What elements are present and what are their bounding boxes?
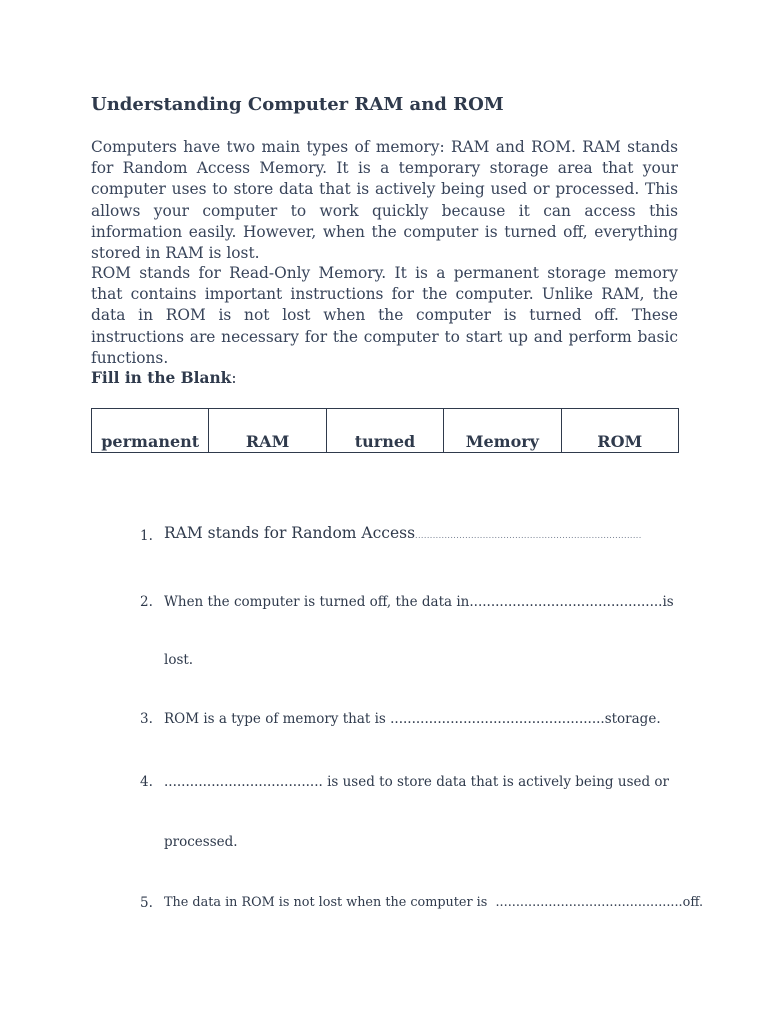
question-number: 5. (140, 895, 153, 911)
fill-label-colon: : (231, 369, 237, 387)
paragraph-ram: Computers have two main types of memory: RAM and ROM. RAM stands for Random Access Memory. It is a temporary storage area that your computer uses to store data that is actively being used or processed. This allows your computer to work quickly because it can access this information easily. However, when the computer is turned off, everything stored in RAM is lost. (91, 138, 678, 263)
answer-blank[interactable]: ............................................. (469, 594, 663, 610)
question-suffix: is used to store data that is actively being used or (322, 774, 669, 790)
question-text (164, 711, 661, 727)
question-prompt: ROM is a type of memory that is (164, 711, 391, 727)
question-suffix: is (662, 594, 674, 610)
word-bank-row (92, 409, 679, 453)
word-bank-cell: turned (326, 409, 443, 453)
question-number: 2. (140, 594, 153, 610)
question-prompt: The data in ROM is not lost when the computer is (164, 895, 496, 910)
question-suffix: off. (682, 895, 704, 910)
question-text (164, 524, 642, 542)
answer-blank[interactable]: ............................................................................. (415, 531, 642, 540)
question-text (164, 774, 669, 790)
answer-blank[interactable]: .................................................. (390, 711, 605, 727)
question-continuation: processed. (164, 834, 238, 850)
fill-in-the-blank-heading (91, 369, 237, 387)
word-bank-table (91, 408, 679, 453)
answer-blank[interactable]: ..................................... (164, 774, 323, 790)
word-bank-cell: Memory (444, 409, 561, 453)
question-continuation: lost. (164, 652, 194, 668)
paragraph-rom: ROM stands for Read-Only Memory. It is a permanent storage memory that contains important instructions for the computer. Unlike RAM, the data in ROM is not lost when the computer is turned off. These instructions are necessary for the computer to start up and perform basic functions. (91, 264, 678, 367)
question-number: 4. (140, 774, 153, 790)
question-prompt: When the computer is turned off, the data in (164, 594, 470, 610)
question-text (164, 594, 674, 610)
question-text (164, 895, 703, 910)
word-bank-cell: RAM (209, 409, 326, 453)
question-suffix: storage. (604, 711, 661, 727)
fill-label-text: Fill in the Blank (91, 369, 232, 387)
word-bank-cell: permanent (92, 409, 209, 453)
word-bank-cell: ROM (561, 409, 678, 453)
question-number: 1. (140, 528, 153, 544)
question-prompt: RAM stands for Random Access (164, 524, 416, 542)
answer-blank[interactable]: .............................................. (495, 895, 683, 910)
question-number: 3. (140, 711, 153, 727)
page-title: Understanding Computer RAM and ROM (91, 94, 504, 115)
